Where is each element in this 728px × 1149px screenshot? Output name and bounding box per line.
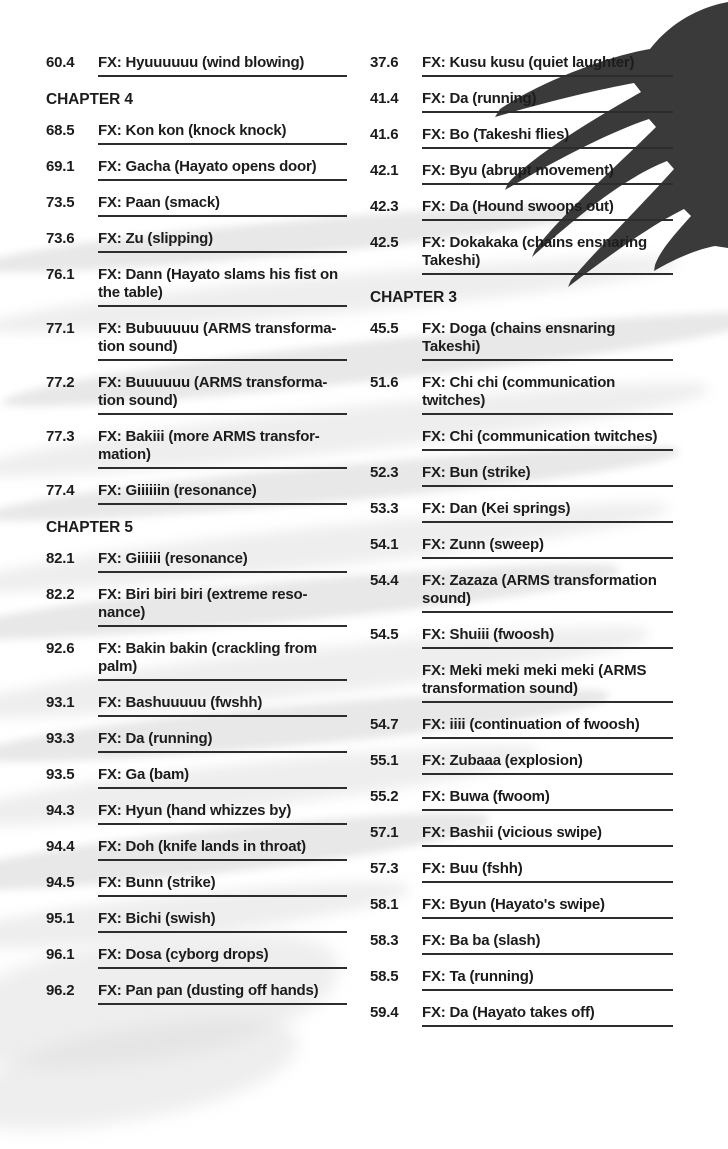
fx-text <box>422 662 673 703</box>
page-panel-number: 77.3 <box>46 428 75 445</box>
fx-entry <box>46 640 347 681</box>
page-panel-number: 96.1 <box>46 946 75 963</box>
page-panel-number: 95.1 <box>46 910 75 927</box>
page-panel-number: 59.4 <box>370 1004 399 1021</box>
fx-text <box>422 464 673 487</box>
fx-text <box>98 194 347 217</box>
fx-text-line: palm) <box>98 658 138 675</box>
fx-text <box>98 320 347 361</box>
fx-text-line: FX: Paan (smack) <box>98 194 220 211</box>
fx-text <box>98 730 347 753</box>
fx-entry <box>46 194 347 217</box>
fx-text-line: transformation sound) <box>422 680 578 697</box>
fx-text-line: FX: Chi chi (communication <box>422 374 616 391</box>
page-panel-number: 45.5 <box>370 320 399 337</box>
fx-text-line: FX: Bun (strike) <box>422 464 531 481</box>
fx-text-line: FX: Da (running) <box>98 730 213 747</box>
fx-entry <box>46 694 347 717</box>
fx-text <box>98 766 347 789</box>
page-panel-number: 54.5 <box>370 626 399 643</box>
fx-entry <box>46 766 347 789</box>
fx-entry <box>370 716 673 739</box>
fx-text <box>98 802 347 825</box>
fx-text-line: FX: Bubuuuuu (ARMS transforma- <box>98 320 337 337</box>
page-panel-number: 58.1 <box>370 896 399 913</box>
fx-text <box>422 896 673 919</box>
fx-text-line: sound) <box>422 590 471 607</box>
page-panel-number: 77.1 <box>46 320 75 337</box>
fx-text-line: FX: Kusu kusu (quiet laughter) <box>422 54 635 71</box>
page-panel-number: 69.1 <box>46 158 75 175</box>
chapter-heading: CHAPTER 3 <box>370 289 457 306</box>
fx-text-line: FX: Doga (chains ensnaring <box>422 320 616 337</box>
fx-entry <box>370 572 673 613</box>
fx-text-line: FX: Zunn (sweep) <box>422 536 544 553</box>
fx-entry <box>46 374 347 415</box>
fx-entry <box>370 90 673 113</box>
page-panel-number: 54.7 <box>370 716 399 733</box>
page-panel-number: 37.6 <box>370 54 399 71</box>
fx-text <box>422 320 673 361</box>
fx-text <box>98 874 347 897</box>
fx-entry <box>46 320 347 361</box>
fx-text <box>98 482 347 505</box>
page-panel-number: 57.3 <box>370 860 399 877</box>
chapter-heading: CHAPTER 5 <box>46 519 133 536</box>
fx-entry <box>370 320 673 361</box>
page-panel-number: 93.5 <box>46 766 75 783</box>
fx-text-line: FX: Da (running) <box>422 90 537 107</box>
fx-entry <box>370 788 673 811</box>
fx-text <box>98 122 347 145</box>
page-panel-number: 54.4 <box>370 572 399 589</box>
fx-entry <box>370 932 673 955</box>
fx-text-line: FX: Dosa (cyborg drops) <box>98 946 269 963</box>
page-panel-number: 54.1 <box>370 536 399 553</box>
fx-text <box>422 572 673 613</box>
page-panel-number <box>370 662 422 703</box>
fx-column-left <box>46 54 347 1018</box>
fx-text-line: FX: Shuiii (fwoosh) <box>422 626 555 643</box>
fx-text <box>98 910 347 933</box>
fx-entry <box>46 428 347 469</box>
fx-entry <box>46 550 347 573</box>
fx-text-line: FX: Hyun (hand whizzes by) <box>98 802 292 819</box>
fx-entry <box>46 230 347 253</box>
fx-entry <box>46 266 347 307</box>
fx-text-line: FX: Buwa (fwoom) <box>422 788 550 805</box>
fx-text <box>422 536 673 559</box>
fx-entry <box>370 752 673 775</box>
fx-text <box>422 932 673 955</box>
fx-text-line: Takeshi) <box>422 252 481 269</box>
fx-text <box>422 234 673 275</box>
fx-text <box>98 982 347 1005</box>
fx-text-line: FX: Bichi (swish) <box>98 910 216 927</box>
fx-entry <box>370 626 673 649</box>
fx-text <box>422 500 673 523</box>
page-panel-number: 52.3 <box>370 464 399 481</box>
page-panel-number: 82.1 <box>46 550 75 567</box>
page-panel-number: 93.1 <box>46 694 75 711</box>
fx-text <box>98 586 347 627</box>
fx-text-line: FX: Da (Hayato takes off) <box>422 1004 595 1021</box>
fx-entry <box>370 860 673 883</box>
page-panel-number: 57.1 <box>370 824 399 841</box>
page-panel-number: 58.5 <box>370 968 399 985</box>
page-panel-number: 55.1 <box>370 752 399 769</box>
fx-text-line: FX: Bakiii (more ARMS transfor- <box>98 428 320 445</box>
fx-entry <box>370 374 673 415</box>
page-panel-number: 53.3 <box>370 500 399 517</box>
fx-text-line: FX: Dokakaka (chains ensnaring <box>422 234 647 251</box>
fx-text-line: FX: Zu (slipping) <box>98 230 213 247</box>
fx-entry <box>46 802 347 825</box>
fx-entry <box>46 122 347 145</box>
page-panel-number: 55.2 <box>370 788 399 805</box>
fx-entry <box>370 234 673 275</box>
fx-entry <box>370 428 673 451</box>
fx-text <box>98 158 347 181</box>
fx-text-line: the table) <box>98 284 163 301</box>
fx-text-line: FX: Ba ba (slash) <box>422 932 541 949</box>
fx-text-line: FX: Dann (Hayato slams his fist on <box>98 266 338 283</box>
fx-entry <box>370 896 673 919</box>
fx-text-line: FX: Doh (knife lands in throat) <box>98 838 306 855</box>
fx-text-line: FX: Biri biri biri (extreme reso- <box>98 586 308 603</box>
page-panel-number: 41.4 <box>370 90 399 107</box>
fx-text <box>98 838 347 861</box>
fx-text <box>422 1004 673 1027</box>
page-panel-number: 96.2 <box>46 982 75 999</box>
page-panel-number: 76.1 <box>46 266 75 283</box>
fx-text-line: mation) <box>98 446 151 463</box>
fx-text-line: FX: Chi (communication twitches) <box>422 428 658 445</box>
fx-text-line: nance) <box>98 604 146 621</box>
page-panel-number: 82.2 <box>46 586 75 603</box>
fx-text-line: FX: Buu (fshh) <box>422 860 523 877</box>
fx-text-line: twitches) <box>422 392 486 409</box>
fx-entry <box>370 662 673 703</box>
page-panel-number: 73.6 <box>46 230 75 247</box>
fx-text <box>422 860 673 883</box>
fx-text <box>422 626 673 649</box>
fx-text <box>422 968 673 991</box>
fx-text <box>422 374 673 415</box>
page-panel-number: 94.4 <box>46 838 75 855</box>
fx-entry <box>370 536 673 559</box>
page-panel-number: 60.4 <box>46 54 75 71</box>
page-panel-number: 94.3 <box>46 802 75 819</box>
fx-text <box>422 752 673 775</box>
fx-text-line: FX: Buuuuuu (ARMS transforma- <box>98 374 328 391</box>
fx-text <box>98 946 347 969</box>
fx-entry <box>46 730 347 753</box>
fx-column-right <box>370 54 673 1040</box>
fx-text <box>98 266 347 307</box>
fx-entry <box>370 824 673 847</box>
fx-text-line: FX: Pan pan (dusting off hands) <box>98 982 319 999</box>
fx-text <box>422 788 673 811</box>
chapter-heading: CHAPTER 4 <box>46 91 133 108</box>
fx-text <box>422 824 673 847</box>
fx-text-line: FX: Bashii (vicious swipe) <box>422 824 602 841</box>
fx-text-line: FX: Bo (Takeshi flies) <box>422 126 570 143</box>
page-panel-number: 41.6 <box>370 126 399 143</box>
page-panel-number <box>370 428 422 451</box>
fx-entry <box>370 126 673 149</box>
fx-text-line: FX: Kon kon (knock knock) <box>98 122 287 139</box>
fx-text-line: tion sound) <box>98 392 178 409</box>
page-panel-number: 94.5 <box>46 874 75 891</box>
page-panel-number: 93.3 <box>46 730 75 747</box>
fx-text-line: FX: Bakin bakin (crackling from <box>98 640 317 657</box>
page-panel-number: 51.6 <box>370 374 399 391</box>
fx-text <box>98 694 347 717</box>
page-panel-number: 58.3 <box>370 932 399 949</box>
page-panel-number: 92.6 <box>46 640 75 657</box>
fx-entry <box>46 158 347 181</box>
fx-text-line: FX: iiii (continuation of fwoosh) <box>422 716 640 733</box>
page-panel-number: 77.4 <box>46 482 75 499</box>
fx-text-line: FX: Bashuuuuu (fwshh) <box>98 694 263 711</box>
page-panel-number: 42.5 <box>370 234 399 251</box>
page-panel-number: 42.1 <box>370 162 399 179</box>
fx-text-line: FX: Giiiiii (resonance) <box>98 550 248 567</box>
fx-entry <box>46 54 347 77</box>
fx-entry <box>46 874 347 897</box>
fx-text-line: FX: Bunn (strike) <box>98 874 216 891</box>
fx-text-line: FX: Zubaaa (explosion) <box>422 752 583 769</box>
fx-entry <box>46 482 347 505</box>
fx-text <box>422 716 673 739</box>
fx-text-line: FX: Hyuuuuuu (wind blowing) <box>98 54 305 71</box>
fx-text <box>422 90 673 113</box>
fx-text-line: FX: Ga (bam) <box>98 766 189 783</box>
fx-entry <box>46 946 347 969</box>
fx-text-line: FX: Ta (running) <box>422 968 534 985</box>
page-panel-number: 73.5 <box>46 194 75 211</box>
fx-entry <box>370 162 673 185</box>
fx-text-line: FX: Giiiiiin (resonance) <box>98 482 257 499</box>
fx-text <box>98 374 347 415</box>
fx-text <box>422 54 673 77</box>
fx-text <box>98 230 347 253</box>
fx-entry <box>46 838 347 861</box>
fx-text <box>98 640 347 681</box>
fx-entry <box>370 54 673 77</box>
fx-entry <box>370 1004 673 1027</box>
fx-text <box>422 198 673 221</box>
fx-text <box>422 162 673 185</box>
fx-text-line: tion sound) <box>98 338 178 355</box>
fx-text-line: FX: Da (Hound swoops out) <box>422 198 614 215</box>
fx-text-line: FX: Dan (Kei springs) <box>422 500 571 517</box>
fx-text <box>422 428 673 451</box>
fx-text-line: FX: Byun (Hayato's swipe) <box>422 896 605 913</box>
fx-entry <box>370 500 673 523</box>
fx-text <box>422 126 673 149</box>
fx-text-line: FX: Byu (abrupt movement) <box>422 162 614 179</box>
fx-entry <box>370 198 673 221</box>
fx-text-line: Takeshi) <box>422 338 481 355</box>
fx-text <box>98 550 347 573</box>
fx-entry <box>46 910 347 933</box>
page-panel-number: 68.5 <box>46 122 75 139</box>
fx-text <box>98 54 347 77</box>
page-panel-number: 42.3 <box>370 198 399 215</box>
fx-text-line: FX: Zazaza (ARMS transformation <box>422 572 657 589</box>
fx-entry <box>46 982 347 1005</box>
fx-text-line: FX: Meki meki meki meki (ARMS <box>422 662 647 679</box>
fx-text-line: FX: Gacha (Hayato opens door) <box>98 158 317 175</box>
page-panel-number: 77.2 <box>46 374 75 391</box>
fx-entry <box>370 968 673 991</box>
fx-text <box>98 428 347 469</box>
fx-entry <box>46 586 347 627</box>
fx-entry <box>370 464 673 487</box>
